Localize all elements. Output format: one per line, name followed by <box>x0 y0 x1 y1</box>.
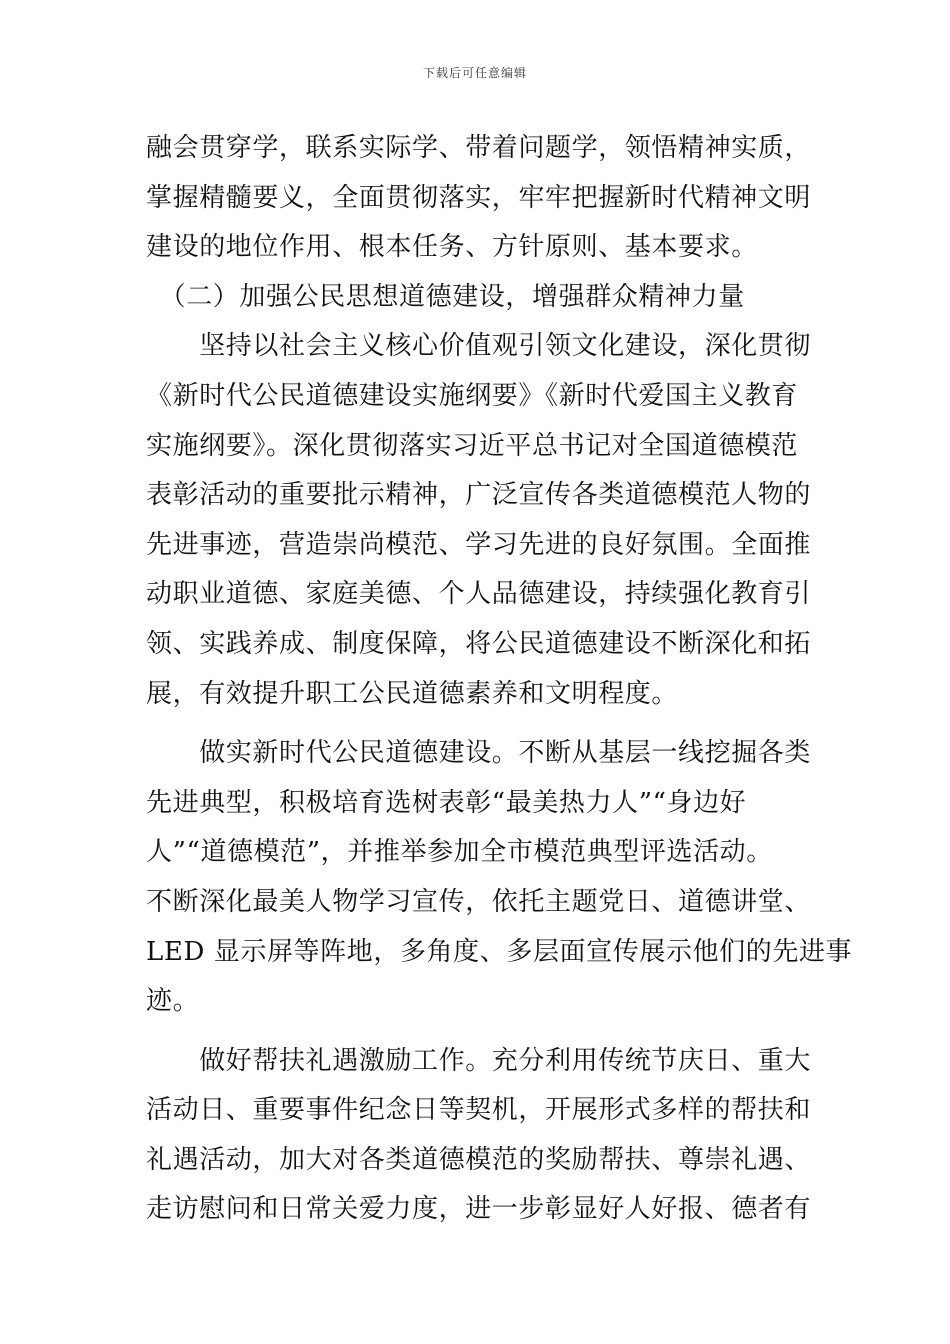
text-line: 做实新时代公民道德建设。不断从基层一线挖掘各类 <box>146 738 812 769</box>
text-line: 礼遇活动，加大对各类道德模范的奖励帮扶、尊崇礼遇、 <box>146 1144 812 1175</box>
paragraph-continued <box>146 124 826 273</box>
text-line: 表彰活动的重要批示精神，广泛宣传各类道德模范人物的 <box>146 480 812 511</box>
text-line: 先进典型，积极培育选树表彰“最美热力人”“身边好 <box>146 787 747 818</box>
text-line: 建设的地位作用、根本任务、方针原则、基本要求。 <box>146 232 758 263</box>
text-line: 坚持以社会主义核心价值观引领文化建设，深化贯彻 <box>146 331 812 362</box>
paragraph-assistance <box>146 1037 826 1235</box>
text-line: 领、实践养成、制度保障，将公民道德建设不断深化和拓 <box>146 628 812 659</box>
text-line: 先进事迹，营造崇尚模范、学习先进的良好氛围。全面推 <box>146 529 812 560</box>
text-line: 走访慰问和日常关爱力度，进一步彰显好人好报、德者有 <box>146 1194 812 1225</box>
text-line: 做好帮扶礼遇激励工作。充分利用传统节庆日、重大 <box>146 1045 812 1076</box>
header-note: 下载后可任意编辑 <box>422 66 527 80</box>
text-line: 融会贯穿学，联系实际学、带着问题学，领悟精神实质， <box>146 133 812 163</box>
text-line: 活动日、重要事件纪念日等契机，开展形式多样的帮扶和 <box>146 1095 812 1126</box>
text-line: LED 显示屏等阵地，多角度、多层面宣传展示他们的先进事 <box>146 936 853 967</box>
paragraph-core-values <box>146 322 826 719</box>
text-line: 《新时代公民道德建设实施纲要》《新时代爱国主义教育 <box>146 380 799 411</box>
text-line: 人”“道德模范”，并推举参加全市模范典型评选活动。 <box>146 837 773 868</box>
document-body <box>146 124 853 1235</box>
text-line: 实施纲要》。深化贯彻落实习近平总书记对全国道德模范 <box>146 430 799 461</box>
section-heading: （二）加强公民思想道德建设，增强群众精神力量 <box>146 281 745 312</box>
text-line: 动职业道德、家庭美德、个人品德建设，持续强化教育引 <box>146 579 812 610</box>
text-line: 不断深化最美人物学习宣传，依托主题党日、道德讲堂、 <box>146 886 812 917</box>
text-line: 展，有效提升职工公民道德素养和文明程度。 <box>146 678 679 709</box>
text-line: 迹。 <box>146 986 200 1017</box>
paragraph-moral-construction <box>146 729 853 1027</box>
text-line: 掌握精髓要义，全面贯彻落实，牢牢把握新时代精神文明 <box>146 182 812 213</box>
